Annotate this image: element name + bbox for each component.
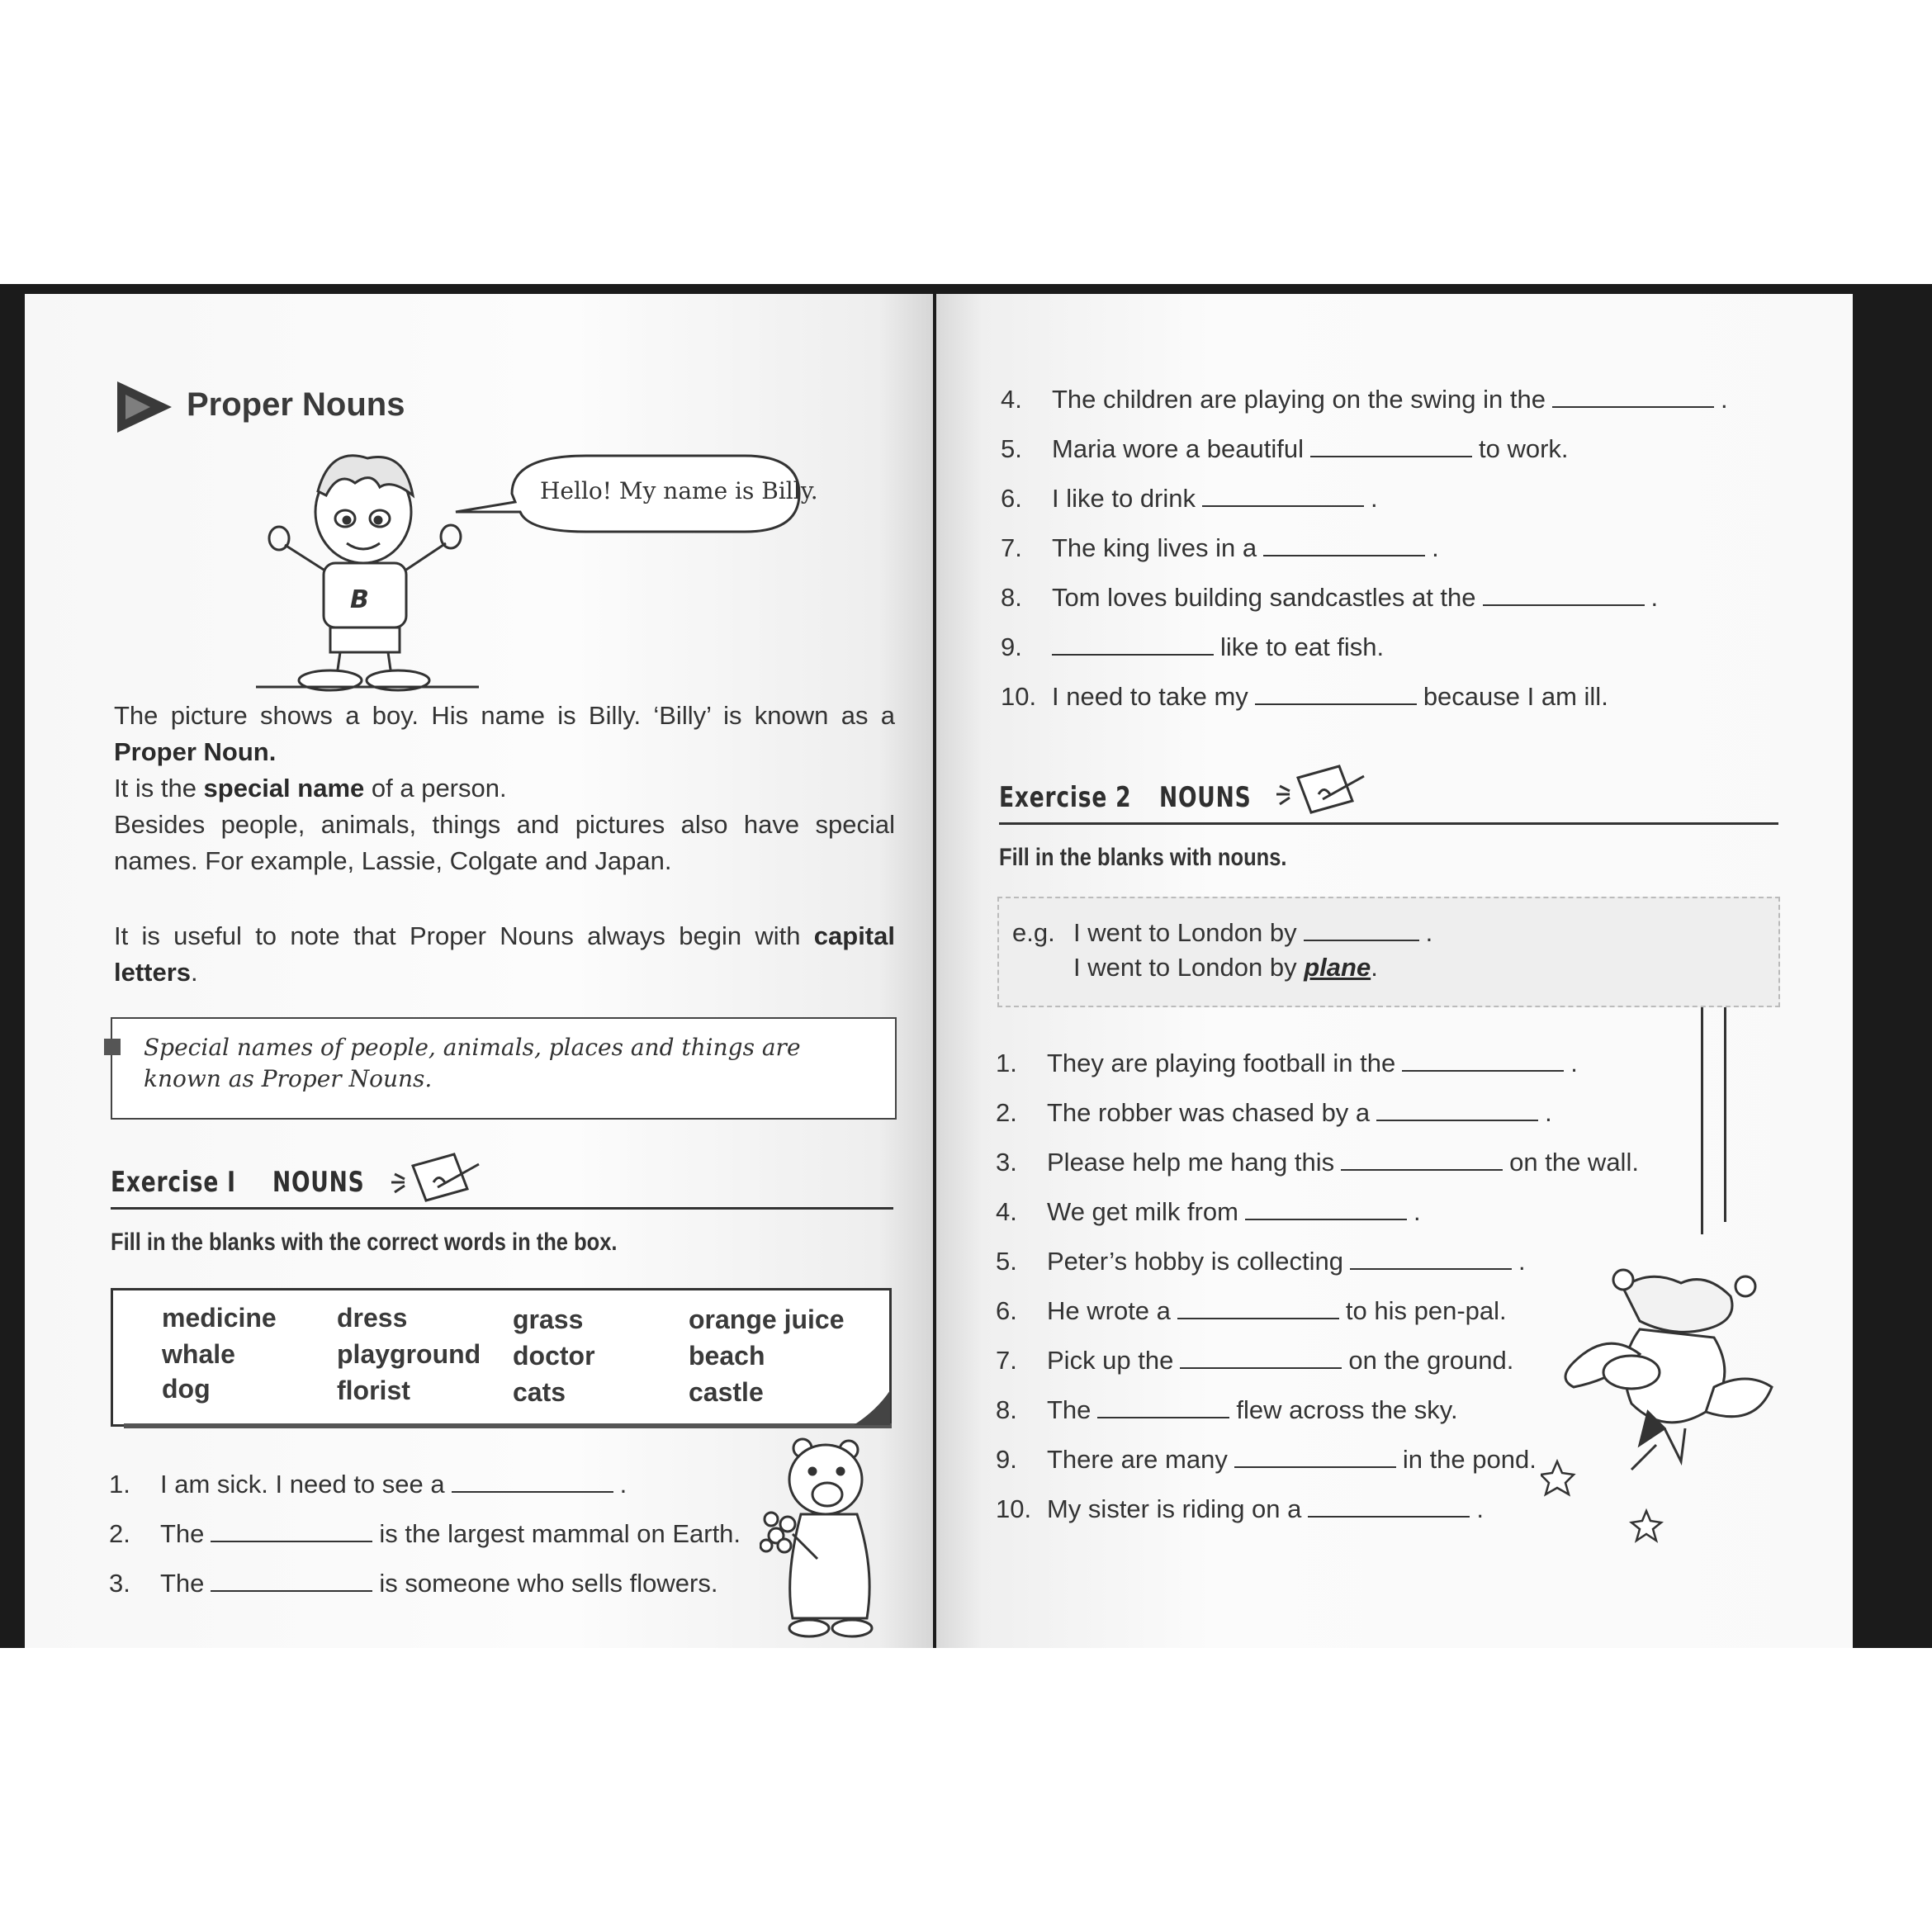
word-box-item: whale [162,1339,235,1369]
shirt-letter: B [350,585,369,614]
para2-end: of a person. [364,774,507,803]
question-row: 9. like to eat fish. [1001,632,1385,661]
para1-bold: Proper Noun. [114,737,277,766]
exercise1-rule [111,1207,893,1210]
answer-blank[interactable] [1552,383,1714,408]
triangle-bullet-icon [114,378,175,436]
definition-text: Special names of people, animals, places and things are known as Proper Nouns. [144,1034,801,1092]
intro-paragraph [114,698,895,879]
question-row: 7. Pick up the on the ground. [996,1346,1514,1375]
answer-blank[interactable] [1310,433,1472,457]
answer-blank[interactable] [1234,1443,1396,1468]
question-row: 3. Please help me hang this on the wall. [996,1148,1639,1177]
answer-blank[interactable] [1202,482,1364,507]
exercise1-label: Exercise I [111,1166,236,1199]
example-label: e.g. [1012,918,1055,947]
exercise2-label: Exercise 2 [999,781,1132,814]
answer-blank[interactable] [1308,1493,1470,1518]
answer-blank[interactable] [1263,532,1425,556]
answer-blank[interactable] [1052,631,1214,656]
billy-boy-illustration [248,446,487,694]
question-row: 5. Maria wore a beautiful to work. [1001,434,1569,463]
word-box-item: doctor [513,1341,595,1371]
para4-end: . [191,958,198,987]
question-row: 8. The flew across the sky. [996,1395,1458,1424]
exercise2-instruction: Fill in the blanks with nouns. [999,844,1287,871]
bear-with-flowers-illustration [760,1437,900,1643]
word-box-item: grass [513,1305,584,1334]
page-curl-icon [852,1387,893,1428]
exercise1-topic: NOUNS [272,1166,365,1199]
question-row: 3. The is someone who sells flowers. [109,1569,718,1598]
example-row: e.g. I went to London by . [1012,918,1433,947]
para3-text: Besides people, animals, things and pictures also have special names. For example, Lassie, Colgate and Japan. [114,810,895,875]
para2-text: It is the [114,774,204,803]
answer-blank[interactable] [1376,1096,1538,1121]
speech-text: Hello! My name is Billy. [540,477,818,504]
box-square-icon [104,1039,121,1055]
exercise2-rule [999,822,1778,825]
question-row: 1. They are playing football in the . [996,1049,1578,1077]
exercise2-topic: NOUNS [1159,781,1252,814]
question-row: 6. He wrote a to his pen-pal. [996,1296,1507,1325]
example-answer: plane [1304,953,1371,982]
question-row: 6. I like to drink . [1001,484,1378,513]
question-row: 9. There are many in the pond. [996,1445,1537,1474]
para2-bold: special name [203,774,365,803]
para1-text: The picture shows a boy. His name is Billy. ‘Billy’ is known as a [114,701,895,730]
question-row: 7. The king lives in a . [1001,533,1439,562]
para4-text: It is useful to note that Proper Nouns always begin with [114,921,814,950]
answer-blank[interactable] [1402,1047,1564,1072]
page-title: Proper Nouns [187,386,405,423]
question-row: 10. I need to take my because I am ill. [1001,682,1608,711]
question-row: 4. The children are playing on the swing in the . [1001,385,1728,414]
para4-bold: capital letters [114,921,895,987]
word-box-item: playground [337,1339,481,1369]
question-row: 10. My sister is riding on a . [996,1494,1485,1523]
word-box-item: dog [162,1374,211,1404]
word-box-item: castle [689,1377,764,1407]
word-box-item: cats [513,1377,566,1407]
word-box-item: florist [337,1376,410,1405]
answer-blank[interactable] [1483,581,1645,606]
pencil-paper-icon [1273,761,1369,819]
question-row: 4. We get milk from . [996,1197,1421,1226]
answer-blank[interactable] [1097,1394,1229,1418]
word-box-item: dress [337,1303,408,1333]
answer-blank[interactable] [1245,1196,1407,1220]
falling-bird-illustration [1541,1263,1813,1552]
answer-blank[interactable] [211,1518,372,1542]
word-box-shadow [124,1423,892,1428]
example-blank [1304,916,1419,941]
divider-line [1701,1007,1703,1234]
question-row: 8. Tom loves building sandcastles at the . [1001,583,1659,612]
question-row: 1. I am sick. I need to see a . [109,1470,627,1499]
example-answer-row: I went to London by plane. [1073,953,1378,982]
answer-blank[interactable] [452,1468,613,1493]
word-box-item: beach [689,1341,765,1371]
question-row: 2. The robber was chased by a . [996,1098,1552,1127]
answer-blank[interactable] [1341,1146,1503,1171]
divider-line [1724,1007,1726,1222]
pencil-paper-icon [388,1149,484,1207]
question-row: 2. The is the largest mammal on Earth. [109,1519,741,1548]
example-box [997,897,1780,1007]
answer-blank[interactable] [1350,1245,1512,1270]
answer-blank[interactable] [1255,680,1417,705]
answer-blank[interactable] [1177,1295,1339,1319]
exercise1-instruction: Fill in the blanks with the correct words in the box. [111,1229,618,1256]
word-box-item: orange juice [689,1305,845,1334]
capital-letters-paragraph [114,918,895,991]
question-row: 5. Peter’s hobby is collecting . [996,1247,1526,1276]
answer-blank[interactable] [1180,1344,1342,1369]
answer-blank[interactable] [211,1567,372,1592]
word-box-item: medicine [162,1303,277,1333]
